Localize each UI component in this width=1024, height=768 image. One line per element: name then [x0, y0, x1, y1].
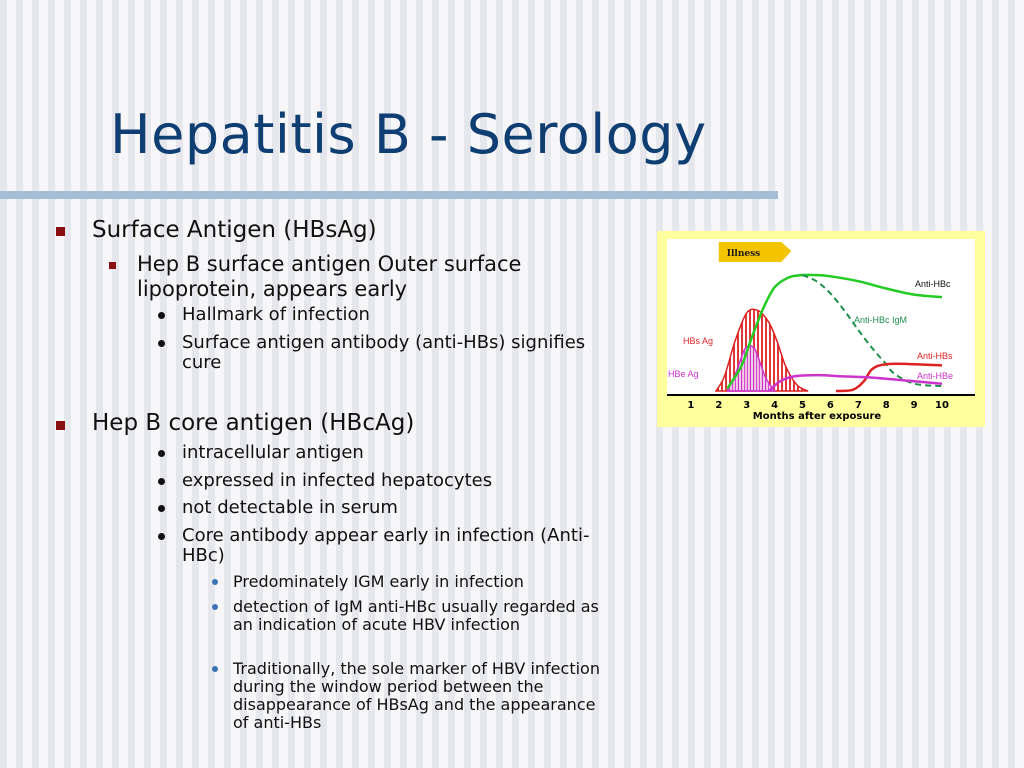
anti-hbe-label: Anti-HBe: [917, 371, 954, 381]
point-not-in-serum: not detectable in serum: [182, 497, 398, 518]
subpoint-igm-detection: detection of IgM anti-HBc usually regarded as an indication of acute HBV infection: [233, 597, 599, 635]
x-tick-label: 1: [687, 400, 695, 411]
bullet-dot-icon: [158, 340, 165, 347]
point-hallmark: Hallmark of infection: [182, 304, 370, 325]
hbe-ag-label: HBe Ag: [668, 369, 699, 379]
anti-hbc-label: Anti-HBc: [915, 279, 951, 289]
subpoint-window-period: Traditionally, the sole marker of HBV infection during the window period between the disappearance of HBsAg and the appearance of anti-HBs: [233, 659, 600, 733]
bullet-dot-icon: [212, 604, 218, 610]
bullet-dot-icon: [158, 312, 165, 319]
surface-antigen-description: Hep B surface antigen Outer surface lipoprotein, appears early: [137, 252, 522, 301]
x-tick-label: 7: [854, 400, 862, 411]
serology-chart-svg: [657, 231, 985, 427]
illness-banner-label: Illness: [726, 249, 761, 259]
anti-hbs-label: Anti-HBs: [917, 351, 953, 361]
serology-chart: [657, 231, 985, 427]
x-tick-label: 3: [743, 400, 751, 411]
bullet-dot-icon: [158, 533, 165, 540]
hbs-ag-label: HBs Ag: [683, 336, 714, 346]
bullet-square-icon: [56, 227, 65, 236]
x-tick-label: 9: [910, 400, 918, 411]
x-tick-label: 5: [799, 400, 806, 411]
subpoint-igm-early: Predominately IGM early in infection: [233, 572, 524, 591]
slide-title: Hepatitis B - Serology: [110, 103, 707, 166]
bullet-square-icon: [56, 421, 65, 430]
bullet-dot-icon: [158, 505, 165, 512]
x-tick-label: 10: [935, 400, 949, 411]
point-hepatocytes: expressed in infected hepatocytes: [182, 470, 493, 491]
heading-core-antigen: Hep B core antigen (HBcAg): [92, 410, 415, 436]
point-anti-hbs: Surface antigen antibody (anti-HBs) signifies cure: [182, 332, 586, 373]
anti-hbc-igm-label: Anti-HBc IgM: [854, 315, 908, 325]
point-core-antibody: Core antibody appear early in infection (Anti-HBc): [182, 525, 590, 566]
title-divider: [0, 191, 778, 199]
bullet-dot-icon: [158, 478, 165, 485]
x-tick-label: 2: [715, 400, 723, 411]
x-tick-label: 6: [826, 400, 834, 411]
heading-surface-antigen: Surface Antigen (HBsAg): [92, 217, 377, 243]
x-tick-label: 8: [882, 400, 890, 411]
x-tick-label: 4: [771, 400, 779, 411]
x-axis-label: Months after exposure: [752, 411, 882, 422]
bullet-dot-icon: [212, 666, 218, 672]
point-intracellular: intracellular antigen: [182, 442, 364, 463]
bullet-square-icon: [109, 262, 116, 269]
bullet-dot-icon: [212, 579, 218, 585]
bullet-dot-icon: [158, 450, 165, 457]
